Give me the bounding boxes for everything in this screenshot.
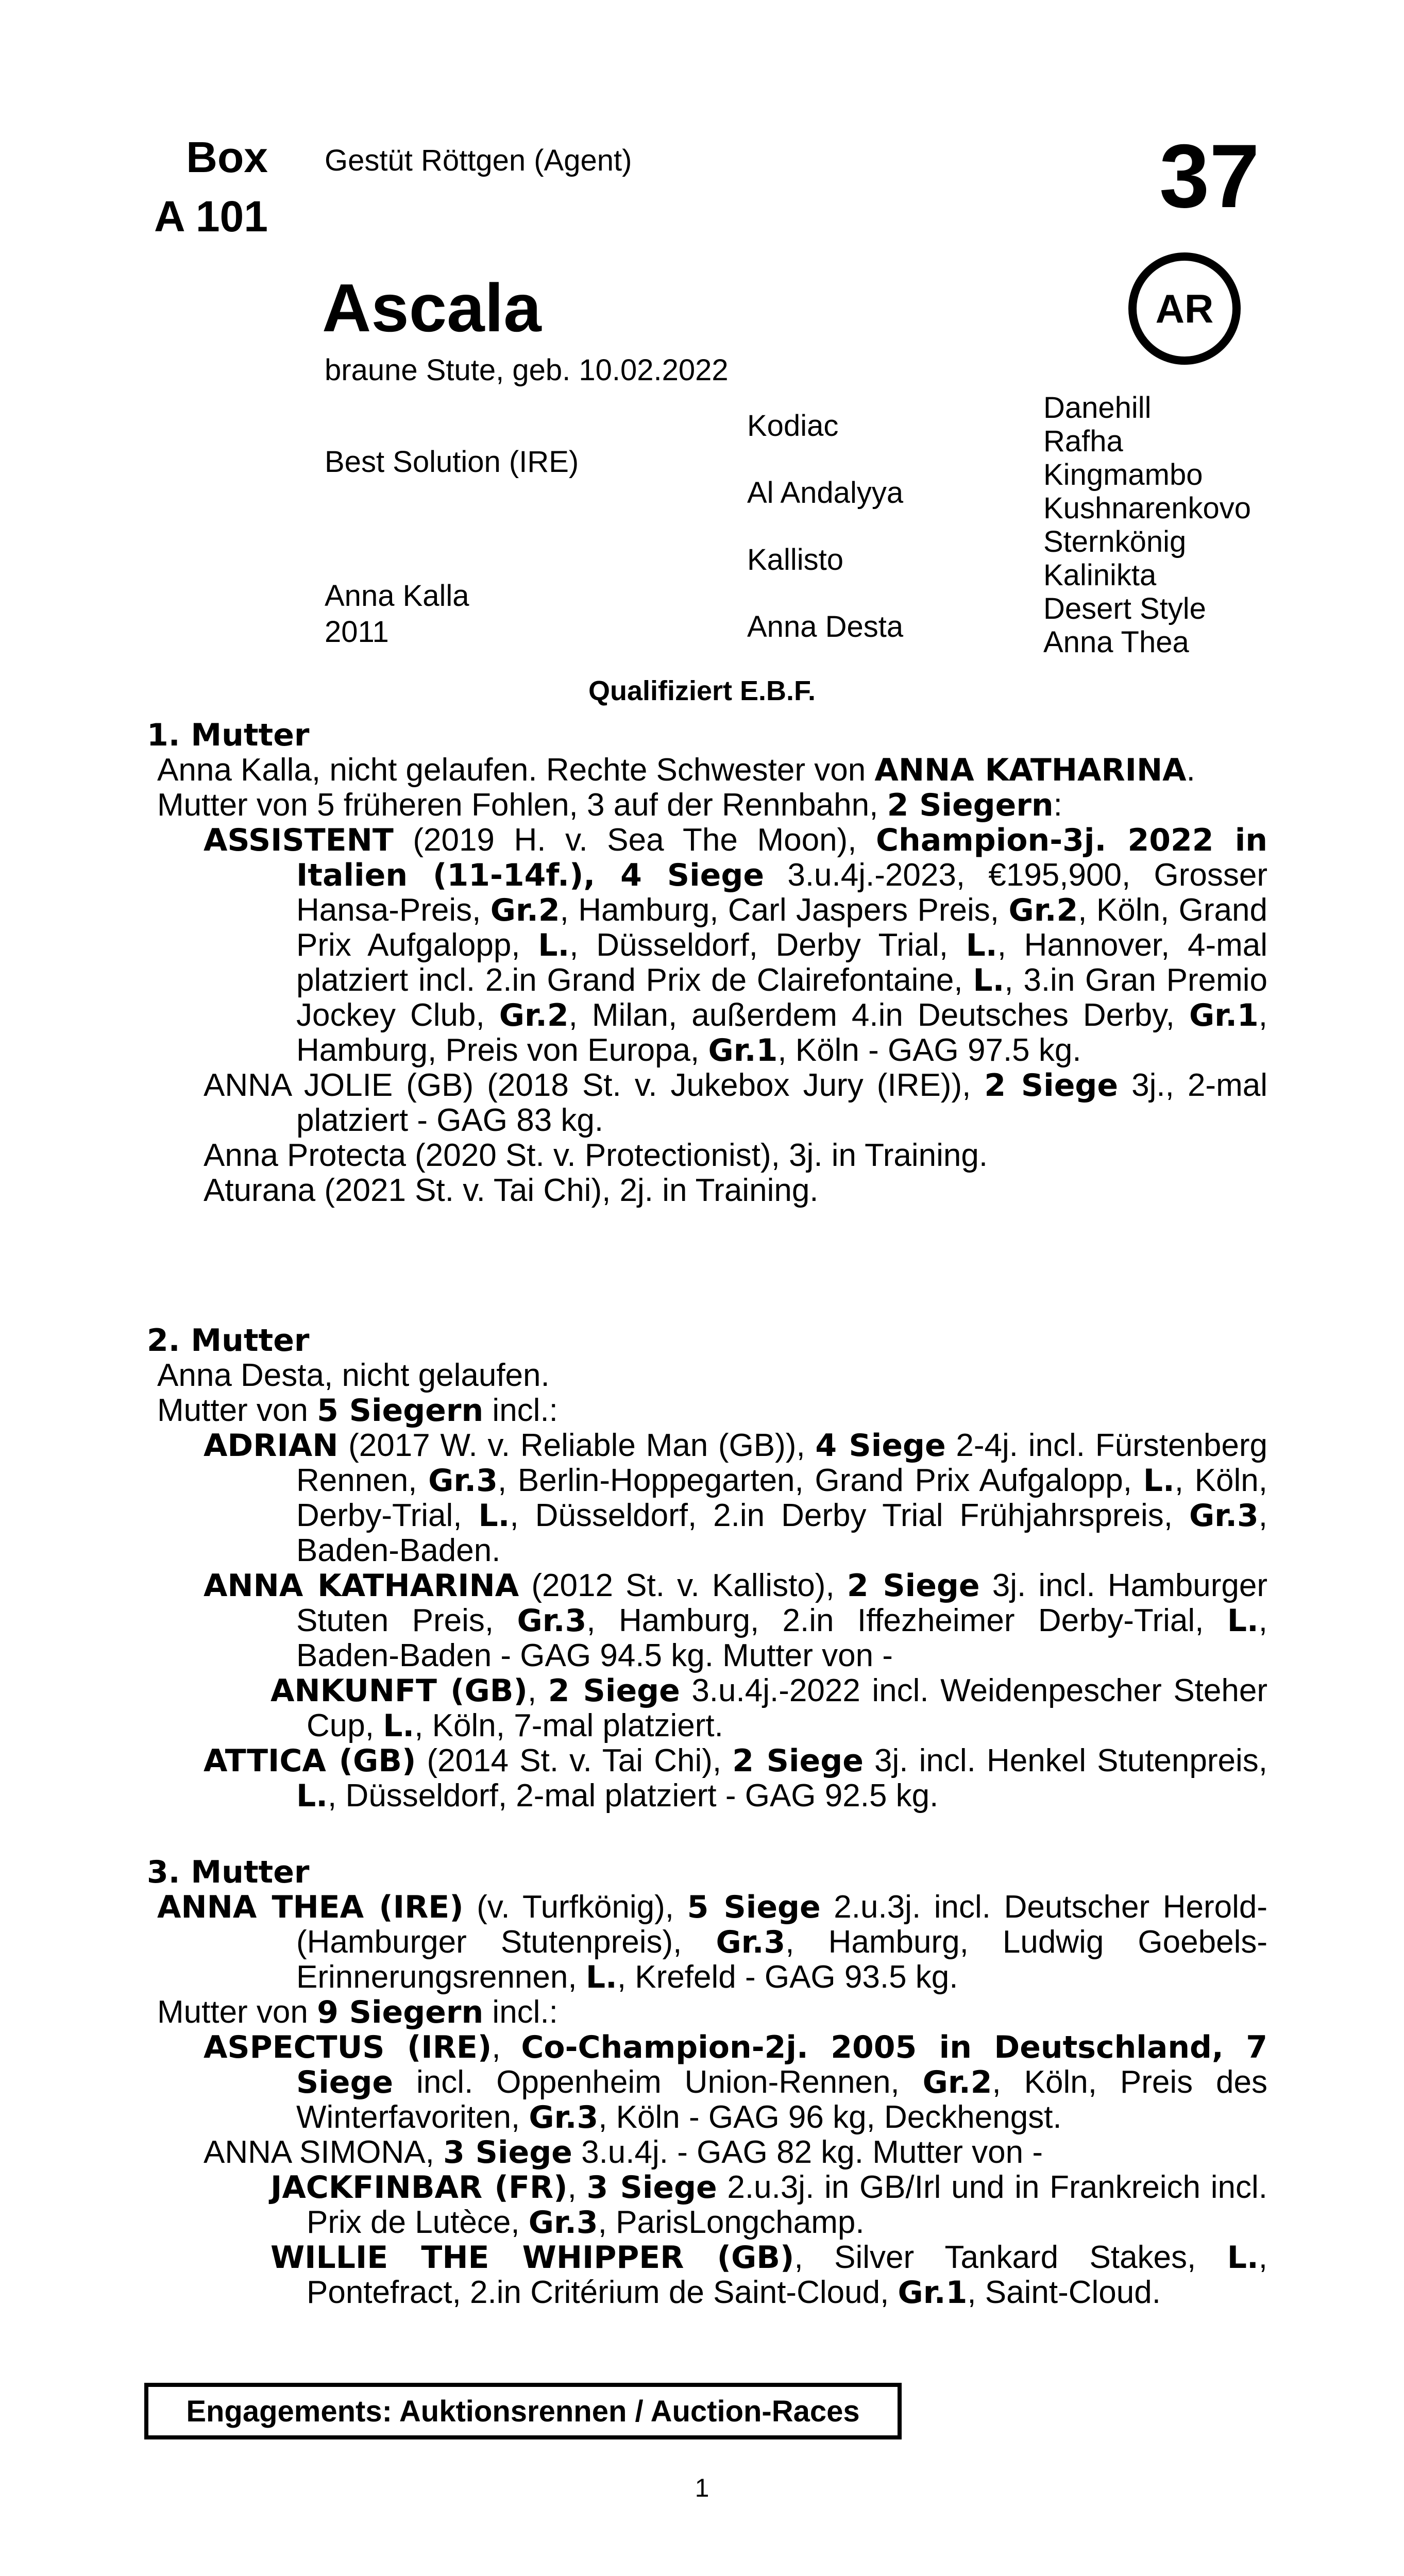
offspring-entry [147, 2240, 1267, 2310]
produce-summary [147, 1995, 1267, 2030]
bold-text: ADRIAN [204, 1428, 339, 1464]
bold-text: 5 Siege [687, 1889, 821, 1925]
offspring-entry [147, 1068, 1267, 1138]
pedigree-gen3-item: Sternkönig [1043, 525, 1187, 558]
text: , Köln, Derby-Trial, [296, 1463, 1267, 1533]
agent-name: Gestüt Röttgen (Agent) [325, 144, 632, 177]
text: 2.u.3j. in GB/Irl und in Frankreich incl. Prix de Lutèce, [307, 2170, 1267, 2240]
text: 3.u.4j.-2022 incl. Weidenpescher Steher Cup, [307, 1673, 1267, 1743]
text: , Düsseldorf, Derby Trial, [569, 927, 966, 963]
bold-text: L. [1227, 1603, 1259, 1639]
text: , ParisLongchamp. [598, 2205, 865, 2240]
bold-text: Gr.3 [529, 2099, 599, 2136]
bold-text: L. [966, 927, 997, 963]
offspring-entry [147, 2135, 1267, 2170]
bold-text: L. [478, 1498, 510, 1534]
text: , Krefeld - GAG 93.5 kg. [617, 1959, 958, 1995]
dam-intro [147, 1890, 1267, 1995]
pedigree-gen3-item: Kushnarenkovo [1043, 492, 1251, 525]
section-heading: 2. Mutter [147, 1323, 310, 1359]
bold-text: Gr.2 [1008, 892, 1078, 928]
text: , Düsseldorf, 2-mal platziert - GAG 92.5 kg. [328, 1778, 939, 1814]
bold-text: Gr.2 [922, 2064, 992, 2100]
bold-text: L. [1227, 2240, 1259, 2276]
bold-text: L. [383, 1708, 415, 1744]
text: , Köln, Preis des Winterfavoriten, [296, 2064, 1268, 2135]
bold-text: 5 Siegern [317, 1393, 484, 1429]
text: , 3.in Gran Premio Jockey Club, [296, 962, 1268, 1033]
bold-text: Gr.1 [708, 1032, 778, 1069]
section-third-dam [147, 1855, 1267, 2310]
bold-text: 4 Siege [815, 1428, 946, 1464]
text: , Hamburg, Preis von Europa, [296, 997, 1267, 1068]
bold-text: ATTICA (GB) [204, 1743, 416, 1779]
bold-text: Gr.1 [1189, 997, 1259, 1033]
text: , Köln, 7-mal platziert. [414, 1708, 723, 1743]
text: Mutter von [157, 1994, 317, 2030]
bold-text: Gr.1 [898, 2275, 968, 2311]
text: 3j. incl. Henkel Stutenpreis, [863, 1743, 1267, 1778]
text: , Baden-Baden - GAG 94.5 kg. Mutter von - [296, 1603, 1268, 1673]
text: (2019 H. v. Sea The Moon), [393, 822, 876, 858]
text: , Silver Tankard Stakes, [794, 2240, 1227, 2275]
text: , Köln - GAG 97.5 kg. [777, 1032, 1081, 1068]
pedigree-gen3-item: Kingmambo [1043, 458, 1203, 492]
dam-intro: Anna Desta, nicht gelaufen. [157, 1358, 550, 1393]
bold-text: L. [973, 962, 1005, 998]
page-number: 1 [695, 2473, 709, 2502]
offspring-entry [147, 2170, 1267, 2240]
ar-badge [1128, 252, 1241, 365]
section-heading: 3. Mutter [147, 1854, 310, 1890]
bold-text: ASSISTENT [204, 822, 394, 858]
bold-text: ANNA KATHARINA [874, 752, 1187, 788]
pedigree-gen3-item: Rafha [1043, 425, 1123, 458]
engagements-box [144, 2383, 902, 2439]
text: , [527, 1673, 548, 1708]
pedigree-gen2-item: Anna Desta [747, 610, 904, 643]
text: incl. Oppenheim Union-Rennen, [393, 2064, 923, 2100]
text: (2017 W. v. Reliable Man (GB)), [338, 1428, 816, 1463]
pedigree-dam-year: 2011 [325, 615, 389, 649]
box-number: A 101 [154, 192, 268, 241]
text: , Saint-Cloud. [967, 2275, 1161, 2310]
bold-text: Gr.3 [428, 1463, 498, 1499]
offspring-entry: Anna Protecta (2020 St. v. Protectionist), 3j. in Training. [204, 1138, 988, 1173]
text: 2-4j. incl. Fürstenberg Rennen, [296, 1428, 1267, 1498]
section-second-dam [147, 1323, 1267, 1814]
bold-text: 3 Siege [586, 2170, 717, 2206]
horse-name: Ascala [322, 270, 542, 346]
bold-text: Co-Champion-2j. 2005 in Deutschland, 7 Siege [296, 2029, 1268, 2100]
bold-text: 2 Siege [732, 1743, 864, 1779]
text: , Hamburg, Carl Jaspers Preis, [560, 892, 1009, 928]
pedigree-sire: Best Solution (IRE) [325, 445, 579, 479]
text: 3.u.4j. - GAG 82 kg. Mutter von - [572, 2134, 1043, 2170]
pedigree-dam: Anna Kalla [325, 579, 469, 613]
bold-text: Gr.3 [1189, 1498, 1259, 1534]
bold-text: L. [1143, 1463, 1175, 1499]
dam-intro [147, 753, 1267, 788]
bold-text: Champion-3j. 2022 in Italien (11-14f.), 4 Siege [296, 822, 1267, 893]
bold-text: 3 Siege [443, 2134, 572, 2171]
text: Mutter von 5 früheren Fohlen, 3 auf der Rennbahn, [157, 787, 887, 823]
text: Mutter von [157, 1393, 317, 1428]
bold-text: L. [585, 1959, 617, 1995]
text: (v. Turfkönig), [463, 1889, 687, 1925]
offspring-entry [147, 2030, 1267, 2135]
section-first-dam [147, 718, 1267, 1208]
text: 2.u.3j. incl. Deutscher Herold-(Hamburger Stutenpreis), [296, 1889, 1268, 1960]
bold-text: L. [296, 1778, 328, 1814]
bold-text: Gr.3 [716, 1924, 786, 1960]
offspring-entry [147, 1568, 1267, 1673]
text: ANNA JOLIE (GB) (2018 St. v. Jukebox Jury (IRE)), [204, 1067, 985, 1103]
section-heading: 1. Mutter [147, 717, 310, 753]
box-label: Box [186, 133, 268, 181]
text: , Köln - GAG 96 kg, Deckhengst. [598, 2099, 1062, 2135]
bold-text: 9 Siegern [317, 1994, 484, 2030]
bold-text: ANNA KATHARINA [204, 1568, 519, 1604]
text: 3j., 2-mal platziert - GAG 83 kg. [296, 1067, 1267, 1138]
pedigree-gen2-item: Kallisto [747, 543, 843, 577]
ar-badge-text: AR [1155, 285, 1214, 331]
text: , Berlin-Hoppegarten, Grand Prix Aufgalopp, [497, 1463, 1143, 1498]
offspring-entry [147, 1428, 1267, 1568]
bold-text: 2 Siege [984, 1067, 1119, 1104]
text: , Düsseldorf, 2.in Derby Trial Frühjahrspreis, [510, 1498, 1189, 1533]
text: , Hannover, 4-mal platziert incl. 2.in Grand Prix de Clairefontaine, [296, 927, 1267, 998]
bold-text: L. [538, 927, 570, 963]
bold-text: 2 Siege [548, 1673, 680, 1709]
bold-text: Gr.2 [490, 892, 560, 928]
pedigree-gen2-item: Al Andalyya [747, 476, 904, 510]
produce-summary [147, 1393, 1267, 1428]
pedigree-gen3-item: Anna Thea [1043, 625, 1189, 659]
text: (2012 St. v. Kallisto), [519, 1568, 847, 1603]
horse-description: braune Stute, geb. 10.02.2022 [325, 353, 729, 387]
text: , Hamburg, 2.in Iffezheimer Derby-Trial, [586, 1603, 1227, 1638]
text: , [492, 2029, 521, 2065]
engagements-text: Engagements: Auktionsrennen / Auction-Races [186, 2394, 860, 2428]
text: 3.u.4j.-2023, €195,900, Grosser Hansa-Preis, [296, 857, 1267, 928]
text: , Baden-Baden. [296, 1498, 1267, 1568]
pedigree-gen3-item: Desert Style [1043, 592, 1206, 625]
qualification-note: Qualifiziert E.B.F. [588, 675, 816, 706]
pedigree-gen2-item: Kodiac [747, 409, 839, 443]
pedigree-gen3-item: Kalinikta [1043, 558, 1157, 592]
offspring-entry [147, 823, 1267, 1068]
text: Anna Kalla, nicht gelaufen. Rechte Schwester von [157, 752, 875, 788]
bold-text: WILLIE THE WHIPPER (GB) [270, 2240, 794, 2276]
bold-text: JACKFINBAR (FR) [270, 2170, 568, 2206]
produce-summary [147, 788, 1267, 823]
bold-text: ASPECTUS (IRE) [204, 2029, 492, 2065]
text: , [567, 2170, 587, 2205]
pedigree-gen3-item: Danehill [1043, 391, 1152, 425]
offspring-entry [147, 1673, 1267, 1743]
bold-text: ANKUNFT (GB) [270, 1673, 528, 1709]
text: (2014 St. v. Tai Chi), [416, 1743, 733, 1778]
text: . [1186, 752, 1195, 788]
text: , Hamburg, Ludwig Goebels-Erinnerungsrennen, [296, 1924, 1267, 1995]
text: : [1053, 787, 1062, 823]
bold-text: Gr.2 [499, 997, 569, 1033]
lot-number: 37 [1159, 126, 1260, 227]
text: , Pontefract, 2.in Critérium de Saint-Cloud, [307, 2240, 1267, 2310]
bold-text: 2 Siege [847, 1568, 980, 1604]
offspring-entry [147, 1743, 1267, 1814]
text: incl.: [483, 1393, 558, 1428]
text: incl.: [483, 1994, 558, 2030]
bold-text: Gr.3 [517, 1603, 587, 1639]
bold-text: 2 Siegern [887, 787, 1054, 823]
offspring-entry: Aturana (2021 St. v. Tai Chi), 2j. in Training. [204, 1173, 819, 1208]
text: ANNA SIMONA, [204, 2134, 444, 2170]
text: 3j. incl. Hamburger Stuten Preis, [296, 1568, 1267, 1638]
bold-text: ANNA THEA (IRE) [157, 1889, 464, 1925]
bold-text: Gr.3 [528, 2205, 598, 2241]
text: , Milan, außerdem 4.in Deutsches Derby, [568, 997, 1189, 1033]
text: , Köln, Grand Prix Aufgalopp, [296, 892, 1267, 963]
